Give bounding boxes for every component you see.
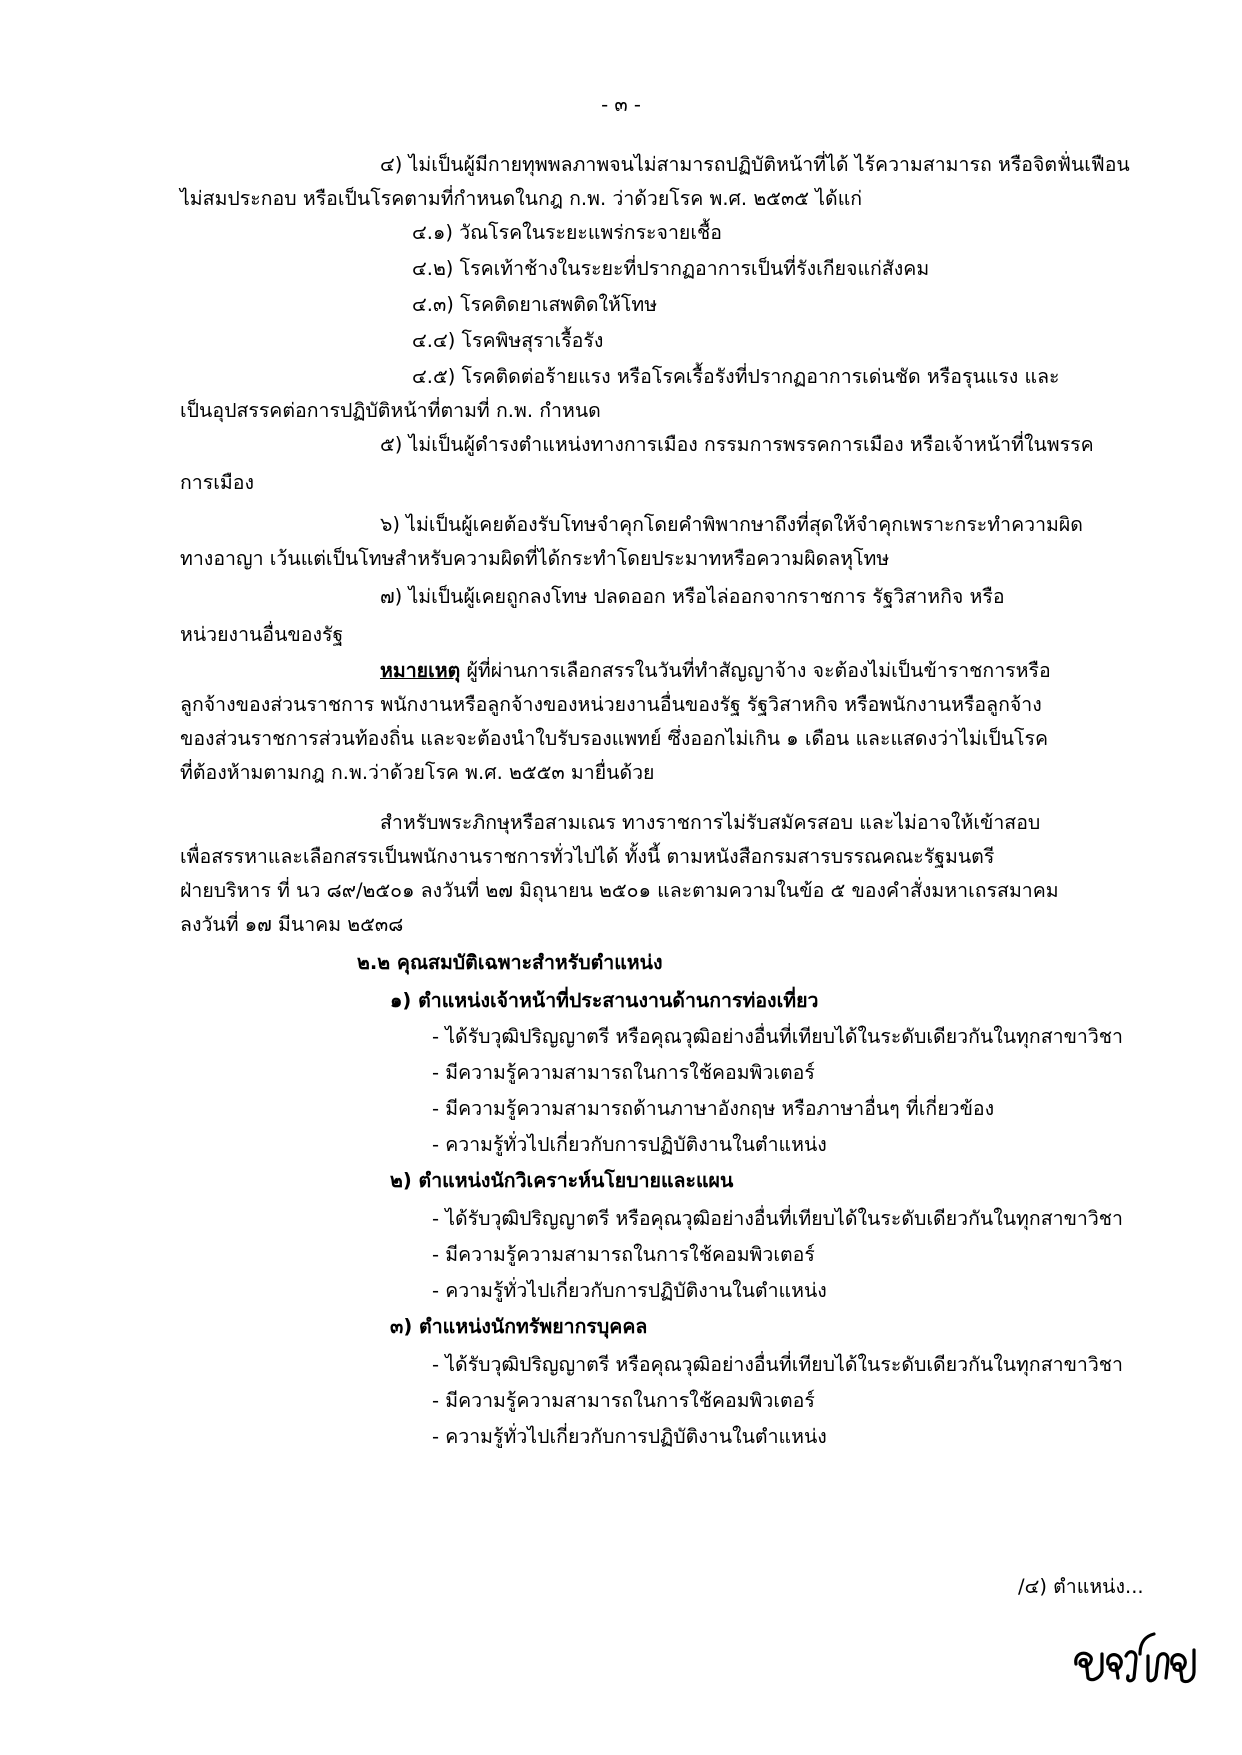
item-4-line-2: ไม่สมประกอบ หรือเป็นโรคตามที่กำหนดในกฎ ก.พ. ว่าด้วยโรค พ.ศ. ๒๕๓๕ ได้แก่: [180, 187, 863, 210]
monks-line-1: สำหรับพระภิกษุหรือสามเณร ทางราชการไม่รับสมัครสอบ และไม่อาจให้เข้าสอบ: [380, 811, 1041, 834]
monks-line-2: เพื่อสรรหาและเลือกสรรเป็นพนักงานราชการทั่วไปได้ ทั้งนี้ ตามหนังสือกรมสารบรรณคณะรัฐมนตรี: [180, 845, 995, 868]
monks-line-3: ฝ่ายบริหาร ที่ นว ๘๙/๒๕๐๑ ลงวันที่ ๒๗ มิถุนายน ๒๕๐๑ และตามความในข้อ ๕ ของคำสั่งมหาเถรสมาคม: [180, 879, 1059, 902]
page-number: - ๓ -: [601, 93, 641, 116]
position-2-item: - ความรู้ทั่วไปเกี่ยวกับการปฏิบัติงานในตำแหน่ง: [432, 1279, 827, 1302]
item-4-line-1: ๔) ไม่เป็นผู้มีกายทุพพลภาพจนไม่สามารถปฏิบัติหน้าที่ได้ ไร้ความสามารถ หรือจิตฟั่นเฟือน: [380, 153, 1130, 176]
position-3-title: ๓) ตำแหน่งนักทรัพยากรบุคคล: [390, 1315, 648, 1338]
item-4-3: ๔.๓) โรคติดยาเสพติดให้โทษ: [412, 293, 658, 316]
item-6-line-1: ๖) ไม่เป็นผู้เคยต้องรับโทษจำคุกโดยคำพิพากษาถึงที่สุดให้จำคุกเพราะกระทำความผิด: [380, 513, 1083, 536]
position-3-item: - ความรู้ทั่วไปเกี่ยวกับการปฏิบัติงานในตำแหน่ง: [432, 1425, 827, 1448]
item-4-5-line-2: เป็นอุปสรรคต่อการปฏิบัติหน้าที่ตามที่ ก.พ. กำหนด: [180, 399, 601, 422]
handwritten-signature: [1070, 1620, 1200, 1690]
note-text-1: ผู้ที่ผ่านการเลือกสรรในวันที่ทำสัญญาจ้าง จะต้องไม่เป็นข้าราชการหรือ: [466, 659, 1051, 682]
item-4-2: ๔.๒) โรคเท้าช้างในระยะที่ปรากฏอาการเป็นที่รังเกียจแก่สังคม: [412, 257, 930, 280]
monks-line-4: ลงวันที่ ๑๗ มีนาคม ๒๕๓๘: [180, 913, 404, 936]
continuation-marker: /๔) ตำแหน่ง...: [1018, 1575, 1144, 1598]
position-1-title: ๑) ตำแหน่งเจ้าหน้าที่ประสานงานด้านการท่องเที่ยว: [390, 989, 819, 1012]
position-2-item: - มีความรู้ความสามารถในการใช้คอมพิวเตอร์: [432, 1243, 815, 1266]
item-5-line-2: การเมือง: [180, 471, 254, 494]
note-label: หมายเหตุ: [380, 659, 461, 682]
note-line-4: ที่ต้องห้ามตามกฎ ก.พ.ว่าด้วยโรค พ.ศ. ๒๕๕๓ มายื่นด้วย: [180, 761, 655, 784]
note-line-3: ของส่วนราชการส่วนท้องถิ่น และจะต้องนำใบรับรองแพทย์ ซึ่งออกไม่เกิน ๑ เดือน และแสดงว่าไม่เป็นโรค: [180, 727, 1049, 750]
item-4-1: ๔.๑) วัณโรคในระยะแพร่กระจายเชื้อ: [412, 221, 722, 244]
position-3-item: - มีความรู้ความสามารถในการใช้คอมพิวเตอร์: [432, 1389, 815, 1412]
position-3-item: - ได้รับวุฒิปริญญาตรี หรือคุณวุฒิอย่างอื่นที่เทียบได้ในระดับเดียวกันในทุกสาขาวิชา: [432, 1353, 1123, 1376]
item-7-line-1: ๗) ไม่เป็นผู้เคยถูกลงโทษ ปลดออก หรือไล่ออกจากราชการ รัฐวิสาหกิจ หรือ: [380, 585, 1005, 608]
item-5-line-1: ๕) ไม่เป็นผู้ดำรงตำแหน่งทางการเมือง กรรมการพรรคการเมือง หรือเจ้าหน้าที่ในพรรค: [380, 433, 1094, 456]
position-2-item: - ได้รับวุฒิปริญญาตรี หรือคุณวุฒิอย่างอื่นที่เทียบได้ในระดับเดียวกันในทุกสาขาวิชา: [432, 1207, 1123, 1230]
position-1-item: - มีความรู้ความสามารถด้านภาษาอังกฤษ หรือภาษาอื่นๆ ที่เกี่ยวข้อง: [432, 1097, 995, 1120]
item-7-line-2: หน่วยงานอื่นของรัฐ: [180, 623, 344, 646]
note-line-1: [380, 658, 1051, 684]
position-2-title: ๒) ตำแหน่งนักวิเคราะห์นโยบายและแผน: [390, 1169, 734, 1192]
item-4-4: ๔.๔) โรคพิษสุราเรื้อรัง: [412, 329, 604, 352]
position-1-item: - มีความรู้ความสามารถในการใช้คอมพิวเตอร์: [432, 1061, 815, 1084]
position-1-item: - ได้รับวุฒิปริญญาตรี หรือคุณวุฒิอย่างอื่นที่เทียบได้ในระดับเดียวกันในทุกสาขาวิชา: [432, 1025, 1123, 1048]
item-4-5-line-1: ๔.๕) โรคติดต่อร้ายแรง หรือโรคเรื้อรังที่ปรากฏอาการเด่นชัด หรือรุนแรง และ: [412, 365, 1060, 388]
note-line-2: ลูกจ้างของส่วนราชการ พนักงานหรือลูกจ้างของหน่วยงานอื่นของรัฐ รัฐวิสาหกิจ หรือพนักงานหรือลูกจ้าง: [180, 693, 1042, 716]
position-1-item: - ความรู้ทั่วไปเกี่ยวกับการปฏิบัติงานในตำแหน่ง: [432, 1133, 827, 1156]
qualifications-heading: ๒.๒ คุณสมบัติเฉพาะสำหรับตำแหน่ง: [357, 951, 663, 974]
item-6-line-2: ทางอาญา เว้นแต่เป็นโทษสำหรับความผิดที่ได้กระทำโดยประมาทหรือความผิดลหุโทษ: [180, 547, 890, 570]
